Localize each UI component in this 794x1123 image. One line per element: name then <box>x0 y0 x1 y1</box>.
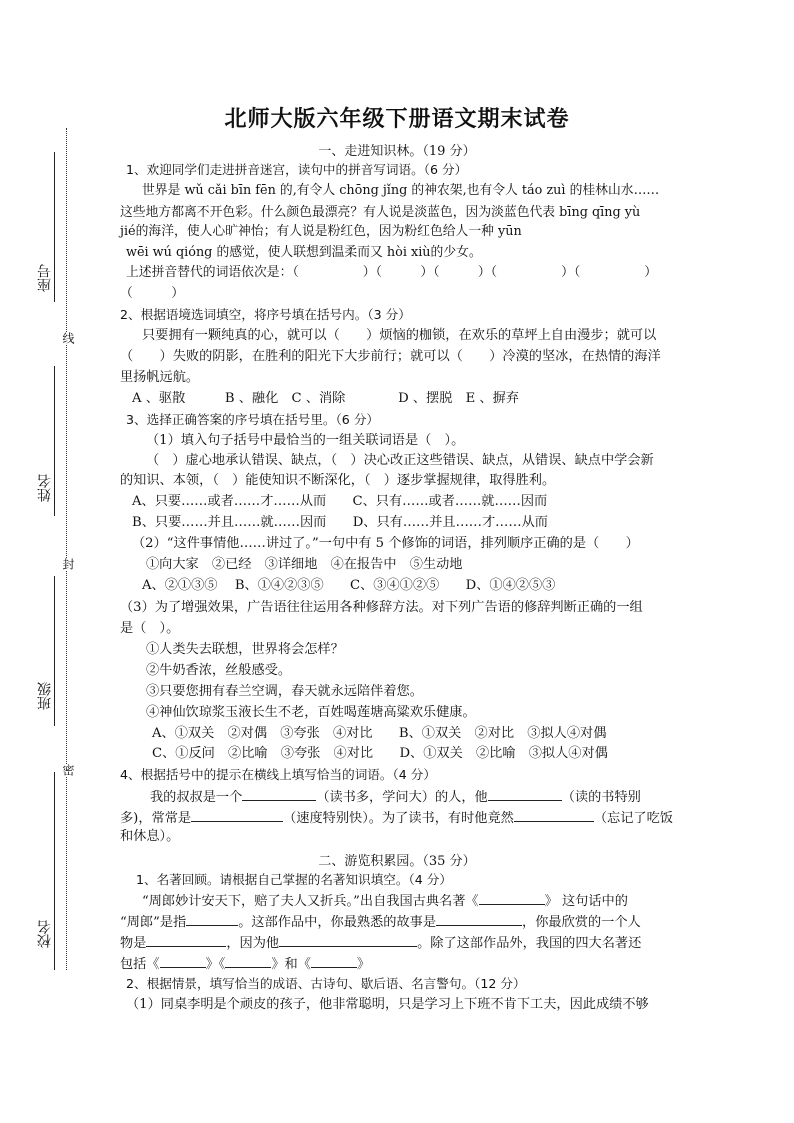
s2-q1-blank-person[interactable] <box>186 911 238 926</box>
q4-line2 <box>120 807 673 829</box>
section-2-heading: 二、游览积累园。（35 分） <box>318 854 476 869</box>
s2-q1-line4 <box>120 953 370 975</box>
s2-q1-blank-classic-2[interactable] <box>225 953 271 968</box>
s2-q1-blank-book[interactable] <box>479 890 545 905</box>
q1-answer-brackets[interactable]: 上述拼音替代的词语依次是：（ ）（ ）（ ）（ ）（ ） <box>126 265 658 280</box>
q4-text-f: （忘记了吃饭 <box>593 811 673 826</box>
s2-q1-text-c: “周郎”是指 <box>120 915 187 930</box>
q3-1-options-bd: B、只要……并且……就……因而 D、只有……并且……才……从而 <box>132 515 548 530</box>
q3-prompt: 3、选择正确答案的序号填在括号里。（6 分） <box>126 412 380 427</box>
s2-q1-text-j: 》《 <box>205 957 226 972</box>
q4-blank-2[interactable] <box>488 786 562 801</box>
q4-blank-3[interactable] <box>191 807 283 822</box>
q4-text-c: （读的书特别 <box>561 790 641 805</box>
q2-text-line3: 里扬帆远航。 <box>120 370 200 385</box>
q4-text-b: （读书多，学问大）的人，他 <box>316 790 488 805</box>
q3-3-ad-3: ③只要您拥有春兰空调，春天就永远陪伴着您。 <box>146 684 423 699</box>
binding-secret-char: 密 <box>61 764 75 776</box>
binding-dotted-line <box>66 128 67 970</box>
s2-q1-blank-classic-1[interactable] <box>160 953 206 968</box>
s2-q1-text-f: 物是 <box>120 936 147 951</box>
q3-2-prompt: （2）“这件事情他……讲过了。”一句中有 5 个修饰的词语，排列顺序正确的是（ ） <box>132 536 639 551</box>
q2-prompt: 2、根据语境选词填空，将序号填在括号内。（3 分） <box>120 307 411 322</box>
q3-1-text-line1: （ ）虚心地承认错误、缺点，（ ）决心改正这些错误、缺点，从错误、缺点中学会新 <box>146 453 654 468</box>
q3-1-text-line2: 的知识、本领，（ ）能使知识不断深化，（ ）逐步掌握规律，取得胜利。 <box>120 473 556 488</box>
q3-3-ad-1: ①人类失去联想，世界将会怎样？ <box>146 642 344 657</box>
q3-3-prompt-line2: 是（ ）。 <box>120 621 180 636</box>
q4-text-d: 多)，常常是 <box>120 811 192 826</box>
q3-2-phrases: ①向大家 ②已经 ③详细地 ④在报告中 ⑤生动地 <box>146 557 463 572</box>
school-label: 校名 <box>37 920 53 948</box>
s2-q1-text-g: ，因为他 <box>226 936 280 951</box>
s2-q1-line3 <box>120 932 641 954</box>
seat-label: 座号 <box>37 264 53 292</box>
q4-prompt: 4、根据括号中的提示在横线上填写恰当的词语。（4 分） <box>120 767 436 782</box>
s2-q1-text-h: 。除了这部作品外，我国的四大名著还 <box>417 936 642 951</box>
q1-text-line4: wēi wú qióng 的感觉，使人联想到温柔而又 hòi xiù的少女。 <box>126 245 482 260</box>
q1-answer-bracket-last[interactable]: （ ） <box>120 286 184 301</box>
q3-3-options-ab: A、①双关 ②对偶 ③夸张 ④对比 B、①双关 ②对比 ③拟人④对偶 <box>152 726 607 741</box>
s2-q2-1-text: （1）同桌李明是个顽皮的孩子，他非常聪明，只是学习上下班不肯下工夫，因此成绩不够 <box>126 997 649 1012</box>
q4-blank-4[interactable] <box>514 807 594 822</box>
s2-q1-text-b: 》 这句话中的 <box>544 894 628 909</box>
s2-q1-text-a: “周郎妙计安天下，赔了夫人又折兵。”出自我国古典名著《 <box>142 894 479 909</box>
s2-q1-prompt: 1、名著回顾。请根据自己掌握的名著知识填空。（4 分） <box>136 872 452 887</box>
q3-2-options: A、②①③⑤ B、①④②③⑤ C、③④①②⑤ D、①④②⑤③ <box>142 578 556 593</box>
s2-q1-text-i: 包括《 <box>120 957 160 972</box>
q2-text-line1: 只要拥有一颗纯真的心，就可以（ ）烦恼的枷锁，在欢乐的草坪上自由漫步；就可以 <box>142 328 657 343</box>
section-1-heading: 一、走进知识林。（19 分） <box>318 144 476 159</box>
q1-text-line2: 这些地方都离不开色彩。什么颜色最漂亮？有人说是淡蓝色，因为淡蓝色代表 bīng qīng yù <box>120 205 641 220</box>
q3-3-ad-4: ④神仙饮琼浆玉液长生不老，百姓喝莲塘高粱欢乐健康。 <box>146 705 476 720</box>
class-label: 班级 <box>37 682 53 710</box>
q3-3-ad-2: ②牛奶香浓，丝般感受。 <box>146 663 292 678</box>
s2-q1-text-e: ，你最欣赏的一个人 <box>522 915 641 930</box>
s2-q1-blank-character[interactable] <box>146 932 226 947</box>
q2-text-line2: （ ）失败的阴影，在胜利的阳光下大步前行；就可以（ ）冷漠的坚冰，在热情的海洋 <box>120 349 661 364</box>
s2-q1-blank-story[interactable] <box>436 911 522 926</box>
q4-line1 <box>150 786 641 808</box>
q3-1-options-ac: A、只要……或者……才……从而 C、只有……或者……就……因而 <box>132 494 548 509</box>
q3-1-prompt: （1）填入句子括号中最恰当的一组关联词语是（ ）。 <box>146 433 465 448</box>
exam-title: 北师大版六年级下册语文期末试卷 <box>224 107 570 132</box>
s2-q1-line1 <box>142 890 628 912</box>
name-label: 姓名 <box>37 474 53 502</box>
q1-text-line3: jié的海洋，使人心旷神怡；有人说是粉红色，因为粉红色给人一种 yūn <box>120 224 522 239</box>
s2-q1-blank-reason[interactable] <box>279 932 417 947</box>
q1-text-line1: 世界是 wǔ cǎi bīn fēn 的,有令人 chōng jǐng 的神农架,也有令人 táo zuì 的桂林山水…… <box>142 183 660 198</box>
q2-options: A 、驱散 B 、融化 C 、消除 D 、摆脱 E 、摒弃 <box>132 391 519 406</box>
q3-3-prompt-line1: （3）为了增强效果，广告语往往运用各种修辞方法。对下列广告语的修辞判断正确的一组 <box>120 600 643 615</box>
s2-q2-prompt: 2、根据情景，填写恰当的成语、古诗句、歇后语、名言警句。（12 分） <box>126 976 526 991</box>
s2-q1-text-l: 》 <box>356 957 371 972</box>
s2-q1-blank-classic-3[interactable] <box>311 953 357 968</box>
q4-blank-1[interactable] <box>242 786 316 801</box>
s2-q1-text-d: 。这部作品中，你最熟悉的故事是 <box>238 915 437 930</box>
s2-q1-text-k: 》和《 <box>271 957 311 972</box>
q4-text-e: （速度特别快）。为了读书，有时他竟然 <box>283 811 514 826</box>
q1-prompt: 1、欢迎同学们走进拼音迷宫，读句中的拼音写词语。（6 分） <box>126 162 468 177</box>
s2-q1-line2 <box>120 911 641 933</box>
q4-line3: 和休息）。 <box>120 829 180 844</box>
binding-line-char: 线 <box>61 332 75 344</box>
q3-3-options-cd: C、①反问 ②比喻 ③夸张 ④对比 D、①双关 ②比喻 ③拟人④对偶 <box>152 746 608 761</box>
binding-seal-char: 封 <box>61 558 75 570</box>
q4-text-a: 我的叔叔是一个 <box>150 790 243 805</box>
